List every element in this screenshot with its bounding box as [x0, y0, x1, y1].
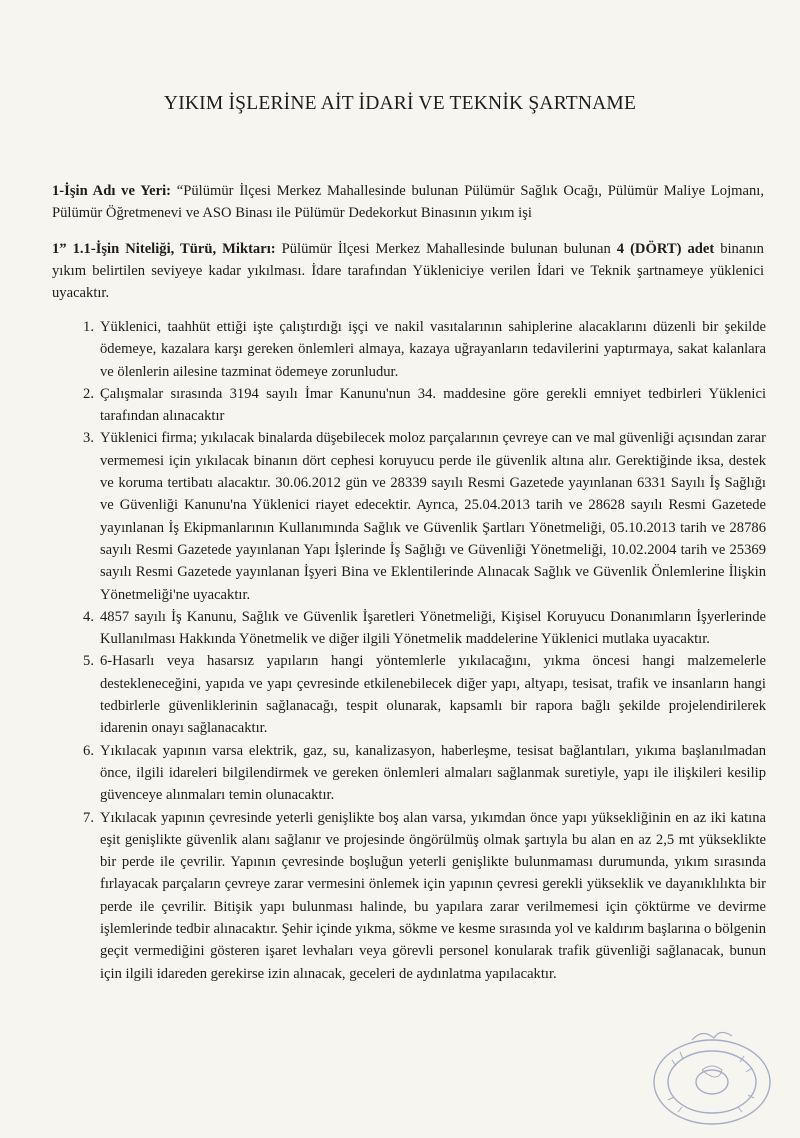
list-item [70, 383, 766, 428]
list-item [70, 316, 766, 383]
section-work-nature-label: 1” 1.1-İşin Niteliği, Türü, Miktarı: [52, 241, 276, 257]
list-item-number: 2. [83, 385, 94, 402]
document-title: YIKIM İŞLERİNE AİT İDARİ VE TEKNİK ŞARTNAME [163, 93, 637, 114]
list-item-number: 4. [83, 608, 94, 625]
list-item [70, 650, 766, 739]
list-item [70, 606, 766, 651]
list-item-text: Yüklenici firma; yıkılacak binalarda düşebilecek moloz parçalarının çevreye can ve mal güvenliği açısından zarar vermemesi için yıkılacak binanın dört cephesi koruyucu perde ile güvenlik altına alır. Gerektiğinde iksa, destek ve koruma tertibatı alacaktır. 30.06.2012 gün ve 28339 sayılı Resmi Gazetede yayınlanan 6331 Sayılı İş Sağlığı ve Güvenliği Kanunu'na Yüklenici riayet edecektir. Ayrıca, 25.04.2013 tarih ve 28628 sayılı Resmi Gazetede yayınlanan İş Ekipmanlarının Kullanımında Sağlık ve Güvenlik Şartları Yönetmeliği, 05.10.2013 tarih ve 28786 sayılı Resmi Gazetede yayınlanan Yapı İşlerinde İş Sağlığı ve Güvenliği Yönetmeliği, 10.02.2004 tarih ve 25369 sayılı Resmi Gazetede yayınlanan İşyeri Bina ve Eklentilerinde Alınacak Sağlık ve Güvenlik Önlemlerine İlişkin Yönetmeliği'ne uyacaktır. [100, 430, 766, 603]
list-item-number: 6. [83, 742, 94, 759]
section-work-nature-text-before: Pülümür İlçesi Merkez Mahallesinde bulunan bulunan [275, 241, 617, 257]
list-item-text: 6-Hasarlı veya hasarsız yapıların hangi yöntemlerle yıkılacağını, yıkma öncesi hangi malzemelerle destekleneceğini, yapıda ve yapı çevresinde etkilenebilecek diğer yapı, altyapı, tesisat, trafik ve insanların hangi tedbirlerle güvenliklerinin sağlanacağı, tespit olunarak, kapsamlı bir rapora bağlı şekilde projelendirilerek idarenin onayı sağlanacaktır. [100, 653, 766, 737]
requirements-list [70, 316, 766, 985]
list-item-text: Yıkılacak yapının varsa elektrik, gaz, su, kanalizasyon, haberleşme, tesisat bağlantıları, yıkıma başlanılmadan önce, ilgili idareleri bilgilendirmek ve gereken önlemleri almaları sağlanmak suretiyle, yapı ile ilişkileri kesilip güvenceye alınmaları temin olunacaktır. [100, 742, 766, 804]
list-item [70, 807, 766, 985]
list-item-number: 3. [83, 430, 94, 447]
list-item-number: 7. [83, 809, 94, 826]
section-work-name-text: “Pülümür İlçesi Merkez Mahallesinde bulunan Pülümür Sağlık Ocağı, Pülümür Maliye Lojmanı, Pülümür Öğretmenevi ve ASO Binası ile Pülümür Dedekorkut Binasının yıkım işi [52, 183, 764, 221]
section-work-nature-text-after: binanın yıkım belirtilen seviyeye kadar yıkılması. İdare tarafından Yükleniciye verilen İdari ve Teknik şartnameye yüklenici uyacaktır. [52, 241, 764, 301]
list-item-number: 1. [83, 319, 94, 335]
list-item-text: Çalışmalar sırasında 3194 sayılı İmar Kanunu'nun 34. maddesine göre gerekli emniyet tedbirleri Yüklenici tarafından alınacaktır [100, 385, 766, 425]
building-count: 4 (DÖRT) adet [616, 241, 715, 257]
list-item [70, 740, 766, 807]
section-work-name-label: 1-İşin Adı ve Yeri: [52, 183, 171, 199]
list-item [70, 427, 766, 605]
list-item-number: 5. [83, 653, 94, 670]
section-work-nature [52, 238, 764, 304]
section-work-name [52, 180, 764, 224]
list-item-text: Yüklenici, taahhüt ettiği işte çalıştırdığı işçi ve nakil vasıtalarının sahiplerine alacaklarını düzenli bir şekilde ödemeye, kazalara karşı gereken önlemleri almaya, kazaya uğrayanların tedavilerini yaptırmaya, sakat kalanlara ve ölenlerin ailesine tazminat ödemeye zorunludur. [100, 319, 766, 380]
official-seal-icon [632, 1020, 782, 1125]
list-item-text: Yıkılacak yapının çevresinde yeterli genişlikte boş alan varsa, yıkımdan önce yapı yüksekliğinin en az iki katına eşit genişlikte güvenlik alanı sağlanır ve projesinde öngörülmüş olmak şartıyla bu alan en az 2,5 mt yükseklikte bir perde ile çevrilir. Yapının çevresinde boşluğun yeterli genişlikte bulunmaması durumunda, yıkım sırasında fırlayacak parçaların çevreye zarar vermesini önlemek için yapının çevresi gerekli yükseklik ve dayanıklılıkta bir perde ile çevrilir. Bitişik yapı bulunması halinde, bu yapılara zarar verilmemesi için çöktürme ve devirme işlemlerinde tedbir alınacaktır. Şehir içinde yıkma, sökme ve kesme sırasında yol ve kaldırım başlarına o bölgenin geçit vermediğini gösteren işaret levhaları veya görevli personel konularak trafik güvenliği sağlanacak, bunun için ilgili idareden gerekirse izin alınacak, geceleri de aydınlatma yapılacaktır. [100, 809, 766, 982]
list-item-text: 4857 sayılı İş Kanunu, Sağlık ve Güvenlik İşaretleri Yönetmeliği, Kişisel Koruyucu Donanımların İşyerlerinde Kullanılması Hakkında Yönetmelik ve diğer ilgili Yönetmelik maddelerine Yüklenici mutlaka uyacaktır. [100, 608, 766, 648]
